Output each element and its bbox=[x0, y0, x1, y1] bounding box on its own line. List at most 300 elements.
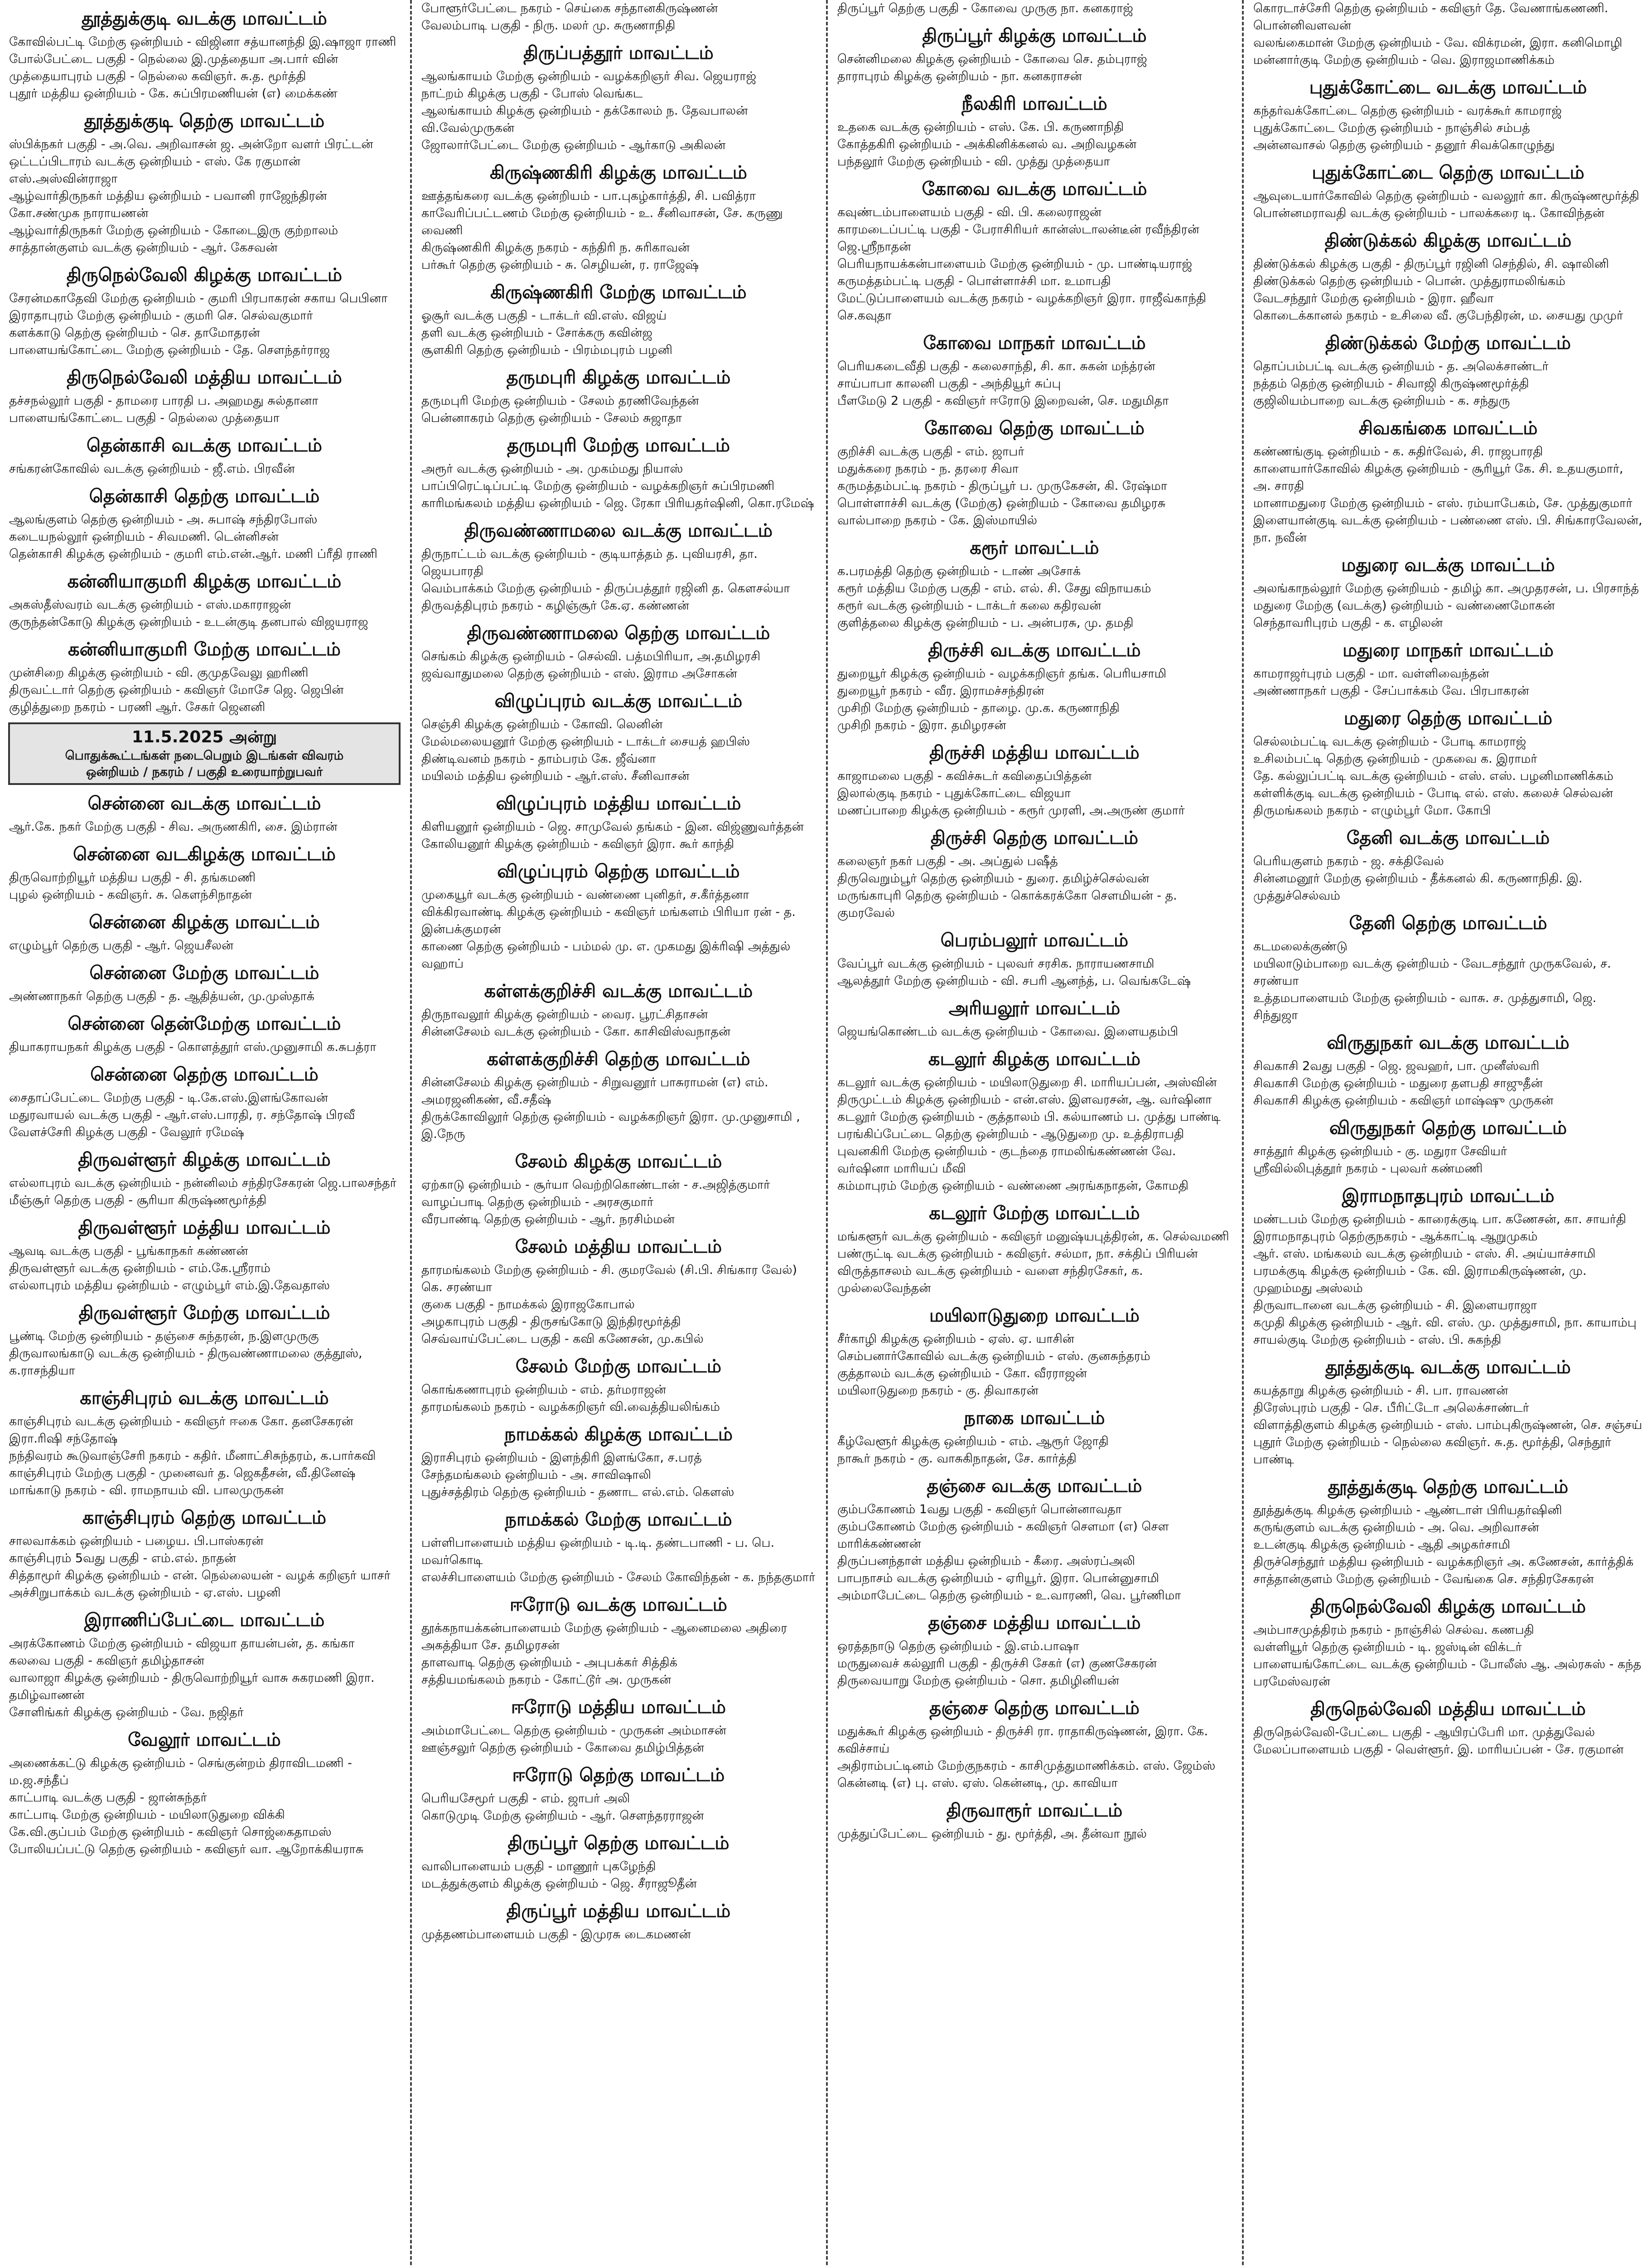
meeting-entry: சைதாப்பேட்டை மேற்கு பகுதி - டி.கே.எஸ்.இளங்கோவன் bbox=[9, 1091, 328, 1105]
meeting-entry: மருங்காபுரி தெற்கு ஒன்றியம் - கொக்கரக்கோ சௌமியன் - த. குமரவேல் bbox=[837, 889, 1177, 920]
meeting-entry: மேல்மலையனூர் மேற்கு ஒன்றியம் - டாக்டர் சையத் ஹபிஸ் bbox=[421, 735, 750, 749]
meeting-entry: சேரன்மகாதேவி மேற்கு ஒன்றியம் - குமரி பிரபாகரன் சகாய பெபினா bbox=[9, 291, 388, 305]
meeting-entry: கொங்கணாபுரம் ஒன்றியம் - எம். தர்மராஜன் bbox=[421, 1383, 667, 1397]
district-section bbox=[420, 161, 816, 274]
meeting-entry: திண்டுக்கல் கிழக்கு பகுதி - திருப்பூர் ரஜினி செந்தில், சி. ஷாலினி bbox=[1253, 257, 1609, 271]
district-section bbox=[8, 1729, 401, 1858]
district-section bbox=[420, 281, 816, 359]
district-heading: தஞ்சை வடக்கு மாவட்டம் bbox=[927, 1476, 1142, 1496]
district-section bbox=[420, 1150, 816, 1228]
meeting-entry: செல்லம்பட்டி வடக்கு ஒன்றியம் - போடி காமராஜ் bbox=[1253, 735, 1526, 749]
meeting-entry: திருவொற்றியூர் மத்திய பகுதி - சி. தங்கமணி bbox=[9, 871, 256, 885]
district-heading: கள்ளக்குறிச்சி தெற்கு மாவட்டம் bbox=[487, 1049, 750, 1070]
district-section bbox=[1252, 76, 1644, 154]
meeting-entry: தியாகராயநகர் கிழக்கு பகுதி - கொளத்தூர் எஸ்.முனுசாமி க.சுபத்ரா bbox=[9, 1040, 377, 1054]
district-section bbox=[420, 519, 816, 615]
district-section bbox=[8, 1148, 401, 1209]
meeting-entry: அணைக்கட்டு கிழக்கு ஒன்றியம் - செங்குன்றம் திராவிடமணி - ம.ஜ.சந்தீப் bbox=[9, 1756, 352, 1787]
district-section bbox=[420, 1423, 816, 1501]
district-heading: தூத்துக்குடி வடக்கு மாவட்டம் bbox=[1325, 1357, 1571, 1378]
meeting-entry: ஓசூர் வடக்கு பகுதி - டாக்டர் வி.எஸ். விஜய் bbox=[421, 309, 667, 323]
meeting-entry: குருந்தன்கோடு கிழக்கு ஒன்றியம் - உடன்குடி தனபால் விஜயராஜ bbox=[9, 615, 368, 629]
meeting-entry: சத்தியமங்கலம் நகரம் - கோட்டூர் அ. முருகன் bbox=[421, 1673, 671, 1687]
district-section bbox=[1252, 912, 1644, 1024]
box-subtitle: ஒன்றியம் / நகரம் / பகுதி உரையாற்றுபவர் bbox=[86, 765, 323, 779]
district-section bbox=[420, 1048, 816, 1143]
district-heading: திண்டுக்கல் கிழக்கு மாவட்டம் bbox=[1324, 230, 1572, 251]
district-section bbox=[1252, 0, 1644, 69]
district-section bbox=[836, 1304, 1232, 1399]
meeting-entry: முத்துப்பேட்டை ஒன்றியம் - து. மூர்த்தி, அ. தீன்வா நூல் bbox=[837, 1827, 1147, 1841]
meeting-entry: கடலூர் வடக்கு ஒன்றியம் - மயிலாடுதுறை சி. மாரியப்பன், அஸ்வின் bbox=[837, 1075, 1217, 1089]
meeting-entry: அம்பாசமுத்திரம் நகரம் - நாஞ்சில் செல்வ. கணபதி bbox=[1253, 1623, 1534, 1637]
district-heading: திருவாரூர் மாவட்டம் bbox=[946, 1800, 1123, 1821]
district-heading: திருப்பூர் கிழக்கு மாவட்டம் bbox=[922, 25, 1147, 46]
district-heading: தருமபுரி கிழக்கு மாவட்டம் bbox=[506, 367, 731, 388]
district-section bbox=[836, 537, 1232, 632]
meeting-entry: ஊஞ்சலுர் தெற்கு ஒன்றியம் - கோவை தமிழ்பித்தன் bbox=[421, 1741, 705, 1755]
district-heading: கோவை மாநகர் மாவட்டம் bbox=[923, 333, 1146, 353]
meeting-entry: ஆர்.கே. நகர் மேற்கு பகுதி - சிவ. அருணகிரி, சை. இம்ரான் bbox=[9, 820, 338, 834]
district-section bbox=[836, 178, 1232, 324]
meeting-entry: கரூர் வடக்கு ஒன்றியம் - டாக்டர் கலை கதிரவன் bbox=[837, 599, 1101, 613]
meeting-entry: உத்தமபாளையம் மேற்கு ஒன்றியம் - வாசு. ச. முத்துசாமி, ஜெ. சிந்துஜா bbox=[1253, 991, 1597, 1022]
district-heading: திருப்பூர் தெற்கு மாவட்டம் bbox=[507, 1833, 729, 1854]
meeting-entry: மானாமதுரை மேற்கு ஒன்றியம் - எஸ். ரம்யாபேகம், சே. முத்துகுமார் bbox=[1253, 496, 1633, 510]
district-section bbox=[420, 1355, 816, 1416]
meeting-entry: பாபநாசம் வடக்கு ஒன்றியம் - ஏரியூர். இரா. பொன்னுசாமி bbox=[837, 1571, 1159, 1585]
district-section bbox=[8, 1387, 401, 1499]
meeting-entry: தருமபுரி மேற்கு ஒன்றியம் - சேலம் தரணிவேந்தன் bbox=[421, 394, 699, 408]
district-heading: கிருஷ்ணகிரி மேற்கு மாவட்டம் bbox=[490, 282, 747, 303]
district-heading: திருவண்ணாமலை வடக்கு மாவட்டம் bbox=[464, 520, 773, 541]
district-section bbox=[1252, 1595, 1644, 1690]
meeting-entry: திருநெல்வேலி-பேட்டை பகுதி - ஆயிரப்பேரி மா. முத்துவேல் bbox=[1253, 1725, 1595, 1739]
meeting-entry: பண்ருட்டி வடக்கு ஒன்றியம் - கவிஞர். சல்மா, நா. சக்திப் பிரியன் bbox=[837, 1247, 1198, 1261]
meeting-entry: உசிலம்பட்டி தெற்கு ஒன்றியம் - முகவை க. இராமர் bbox=[1253, 752, 1537, 766]
meeting-entry: காஞ்சிபுரம் மேற்கு பகுதி - முனைவர் த. ஜெகதீசன், வீ.தினேஷ் bbox=[9, 1466, 356, 1480]
district-section bbox=[8, 264, 401, 359]
meeting-entry: அரூர் வடக்கு ஒன்றியம் - அ. முகம்மது நியாஸ் bbox=[421, 462, 683, 476]
meeting-entry: கும்பகோணம் மேற்கு ஒன்றியம் - கவிஞர் சௌமா (எ) சௌ மாரிக்கண்ணன் bbox=[837, 1520, 1169, 1551]
meeting-entry: களக்காடு தெற்கு ஒன்றியம் - செ. தாமோதரன் bbox=[9, 326, 260, 340]
column-divider bbox=[1242, 0, 1244, 2266]
meeting-entry: அலங்காநல்லூர் மேற்கு ஒன்றியம் - தமிழ் கா. அமுதரசன், ப. பிரசாந்த் bbox=[1253, 581, 1639, 596]
district-section bbox=[420, 1235, 816, 1348]
meeting-entry: வாலிபாளையம் பகுதி - மாணூர் புகழேந்தி bbox=[421, 1859, 656, 1874]
district-section bbox=[836, 92, 1232, 170]
district-section bbox=[420, 434, 816, 512]
meeting-entry: காஞ்சிபுரம் வடக்கு ஒன்றியம் - கவிஞர் ஈகை கோ. தனசேகரன் இரா.ரிஷி சந்தோஷ் bbox=[9, 1414, 353, 1446]
district-heading: தூத்துக்குடி தெற்கு மாவட்டம் bbox=[1328, 1477, 1569, 1497]
meeting-entry: சங்கரன்கோவில் வடக்கு ஒன்றியம் - ஜீ.எம். பிரவீன் bbox=[9, 462, 295, 476]
district-section bbox=[1252, 554, 1644, 632]
meeting-entry: செங்கம் கிழக்கு ஒன்றியம் - செல்வி. பத்மபிரியா, அ.தமிழரசி bbox=[421, 649, 761, 663]
meeting-entry: சாய்பாபா காலனி பகுதி - அந்தியூர் சுப்பு bbox=[837, 377, 1061, 391]
meeting-entry: ஸ்ரீவில்லிபுத்தூர் நகரம் - புலவர் கண்மணி bbox=[1253, 1162, 1483, 1176]
meeting-entry: பாப்பிரெட்டிப்பட்டி மேற்கு ஒன்றியம் - வழக்கறிஞர் சுப்பிரமணி bbox=[421, 479, 775, 493]
meeting-entry: வெம்பாக்கம் மேற்கு ஒன்றியம் - திருப்பத்தூர் ரஜினி த. கெளசல்யா bbox=[421, 581, 790, 596]
meeting-entry: மயிலம் மத்திய ஒன்றியம் - ஆர்.எஸ். சீனிவாசன் bbox=[421, 769, 690, 783]
meeting-entry: அழகாபுரம் பகுதி - திருசங்கோடு இந்திரமூர்த்தி bbox=[421, 1315, 681, 1329]
meeting-entry: குறிச்சி வடக்கு பகுதி - எம். ஜாபர் bbox=[837, 445, 1024, 459]
meeting-entry: காரிமங்கலம் மத்திய ஒன்றியம் - ஜெ. ரேகா பிரியதர்ஷினி, கொ.ரமேஷ் bbox=[421, 496, 814, 510]
district-section bbox=[836, 929, 1232, 990]
district-section bbox=[1252, 161, 1644, 222]
meeting-entry: பொன்னிவளவன் bbox=[1253, 19, 1351, 33]
district-section bbox=[420, 860, 816, 973]
district-section bbox=[420, 690, 816, 785]
meeting-entry: நந்திவரம் கூடுவாஞ்சேரி நகரம் - கதிர். மீனாட்சிசுந்தரம், க.பார்கவி bbox=[9, 1449, 376, 1463]
meeting-entry: சிவகாசி மேற்கு ஒன்றியம் - மதுரை தளபதி சாஜுதீன் bbox=[1253, 1076, 1543, 1090]
meeting-entry: திருமங்கலம் நகரம் - எழும்பூர் மோ. கோபி bbox=[1253, 804, 1491, 818]
district-heading: தஞ்சை மத்திய மாவட்டம் bbox=[928, 1612, 1141, 1633]
meeting-entry: முத்தணம்பாளையம் பகுதி - இமுரசு டைகமணன் bbox=[421, 1927, 691, 1942]
meeting-entry: ஒரத்தநாடு தெற்கு ஒன்றியம் - இ.எம்.பாஷா bbox=[837, 1639, 1079, 1653]
meeting-entry: திருநாட்டம் வடக்கு ஒன்றியம் - குடியாத்தம் த. புவியரசி, தா. ஜெயபாரதி bbox=[421, 547, 758, 578]
district-heading: தூத்துக்குடி தெற்கு மாவட்டம் bbox=[84, 111, 325, 131]
district-heading: பெரம்பலூர் மாவட்டம் bbox=[940, 930, 1129, 951]
district-section bbox=[836, 417, 1232, 529]
district-heading: கன்னியாகுமரி கிழக்கு மாவட்டம் bbox=[67, 571, 342, 592]
district-section bbox=[8, 843, 401, 904]
meeting-entry: சோளிங்கர் கிழக்கு ஒன்றியம் - வே. நஜிதர் bbox=[9, 1705, 244, 1719]
district-section bbox=[1252, 1031, 1644, 1109]
meeting-entry: அதிராம்பட்டினம் மேற்குநகரம் - காசிமுத்துமாணிக்கம். எஸ். ஜேம்ஸ் கென்னடி (எ) பு. எஸ். ஏஸ். கென்னடி, மு. காவியா bbox=[837, 1759, 1216, 1790]
meeting-entry: ஜோலார்பேட்டை மேற்கு ஒன்றியம் - ஆர்காடு அகிலன் bbox=[421, 138, 726, 152]
meeting-entry: திருவையாறு மேற்கு ஒன்றியம் - சொ. தமிழினியன் bbox=[837, 1674, 1120, 1688]
meeting-entry: மருதுவைச் கல்லூரி பகுதி - திருச்சி சேகர் (எ) குணசேகரன் bbox=[837, 1656, 1157, 1670]
meeting-entry: கரூர் மத்திய மேற்கு பகுதி - எம். எல். சி. சேது விநாயகம் bbox=[837, 581, 1151, 596]
district-heading: திண்டுக்கல் மேற்கு மாவட்டம் bbox=[1325, 333, 1571, 353]
district-heading: தேனி வடக்கு மாவட்டம் bbox=[1346, 828, 1550, 848]
meeting-entry: சாயல்குடி மேற்கு ஒன்றியம் - எஸ். பி. சுகந்தி bbox=[1253, 1333, 1502, 1347]
meeting-entry: திரேஸ்புரம் பகுதி - செ. பீரிட்டோ அலெக்சாண்டர் bbox=[1253, 1401, 1529, 1415]
meeting-entry: காளையார்கோவில் கிழக்கு ஒன்றியம் - சூரியூர் கே. சி. உதயகுமார், அ. சாரதி bbox=[1253, 462, 1623, 493]
meeting-entry: மதுரவாயல் வடக்கு பகுதி - ஆர்.எஸ்.பாரதி, ர. சந்தோஷ் பிரவீ bbox=[9, 1108, 355, 1122]
district-heading: திருச்சி தெற்கு மாவட்டம் bbox=[930, 828, 1139, 848]
meeting-entry: சித்தாமூர் கிழக்கு ஒன்றியம் - என். நெல்லையன் - வழக் கறிஞர் யாசர் bbox=[9, 1569, 391, 1583]
district-section bbox=[836, 827, 1232, 922]
meeting-entry: திருப்பனந்தாள் மத்திய ஒன்றியம் - கீரை. அஸ்ரப்அலி bbox=[837, 1554, 1135, 1568]
district-section bbox=[8, 485, 401, 563]
meeting-entry: கம்மாபுரம் மேற்கு ஒன்றியம் - வண்ணை அரங்கநாதன், கோமதி bbox=[837, 1179, 1189, 1193]
district-heading: திருவள்ளூர் மத்திய மாவட்டம் bbox=[78, 1217, 331, 1238]
district-heading: விழுப்புரம் வடக்கு மாவட்டம் bbox=[494, 691, 743, 712]
district-section bbox=[1252, 1185, 1644, 1349]
meeting-entry: கருங்குளம் வடக்கு ஒன்றியம் - அ. வெ. அறிவாசன் bbox=[1253, 1520, 1539, 1535]
district-section bbox=[8, 1063, 401, 1141]
meeting-entry: வீரபாண்டி தெற்கு ஒன்றியம் - ஆர். நரசிம்மன் bbox=[421, 1212, 675, 1226]
district-heading: சேலம் மேற்கு மாவட்டம் bbox=[515, 1356, 722, 1377]
meeting-entry: கவுண்டம்பாளையம் பகுதி - வி. பி. கலைராஜன் bbox=[837, 205, 1101, 219]
meeting-entry: செந்தாவரிபுரம் பகுதி - க. எழிலன் bbox=[1253, 616, 1443, 630]
meeting-entry: மண்டபம் மேற்கு ஒன்றியம் - காரைக்குடி பா. கணேசன், கா. சாயர்தி bbox=[1253, 1212, 1626, 1226]
meeting-entry: புவனகிரி மேற்கு ஒன்றியம் - குடந்தை ராமலிங்கண்ணன் வே. வர்ஷினா மாரியப் மீவி bbox=[837, 1144, 1176, 1176]
meeting-entry: சாலவாக்கம் ஒன்றியம் - பழைய. பி.பாஸ்கரன் bbox=[9, 1534, 264, 1548]
district-heading: சென்னை வடகிழக்கு மாவட்டம் bbox=[73, 844, 336, 865]
meeting-entry: செவ்வாய்பேட்டை பகுதி - கவி கணேசன், மு.கபில் bbox=[421, 1332, 704, 1346]
district-section bbox=[8, 570, 401, 631]
district-heading: விழுப்புரம் தெற்கு மாவட்டம் bbox=[497, 861, 740, 882]
meeting-entry: சின்னசேலம் கிழக்கு ஒன்றியம் - சிறுவனூர் பாசுராமன் (எ) எம். அமரஜனிகண், வீ.சதீஷ் bbox=[421, 1075, 768, 1107]
meeting-entry: சென்னிமலை கிழக்கு ஒன்றியம் - கோவை செ. தம்புராஜ் bbox=[837, 52, 1147, 66]
district-heading: நாகை மாவட்டம் bbox=[964, 1408, 1105, 1428]
meeting-entry: வாழப்பாடி தெற்கு ஒன்றியம் - அரசகுமார் bbox=[421, 1195, 653, 1209]
meeting-entry: திருவெறும்பூர் தெற்கு ஒன்றியம் - துரை. தமிழ்ச்செல்வன் bbox=[837, 872, 1150, 886]
district-section bbox=[8, 110, 401, 257]
meeting-entry: திருப்பூர் தெற்கு பகுதி - கோவை முருகு நா. கனகராஜ் bbox=[837, 1, 1133, 15]
district-section bbox=[420, 366, 816, 427]
meeting-entry: தளி வடக்கு ஒன்றியம் - சோக்கரு கவின்ஜ bbox=[421, 326, 652, 340]
meeting-entry: ஜவ்வாதுமலை தெற்கு ஒன்றியம் - எஸ். இராம அசோகன் bbox=[421, 667, 737, 681]
district-section bbox=[836, 741, 1232, 819]
district-heading: நாமக்கல் மேற்கு மாவட்டம் bbox=[505, 1509, 732, 1530]
meeting-entry: வேலம்பாடி பகுதி - நிரு. மலர் மு. சுருணாநிதி bbox=[421, 19, 676, 33]
district-section bbox=[420, 1508, 816, 1586]
meeting-entry: ஸ்பிக்நகர் பகுதி - அ.வெ. அறிவாசன் ஜ. அன்றோ வளர் பிரட்டன் bbox=[9, 137, 373, 151]
meeting-entry: திருவாலங்காடு வடக்கு ஒன்றியம் - திருவண்ணாமலை குத்தூஸ், க.ராசந்தியா bbox=[9, 1346, 362, 1378]
meeting-entry: பெரியசேமூர் பகுதி - எம். ஜாபர் அலி bbox=[421, 1791, 630, 1806]
district-section bbox=[1252, 417, 1644, 547]
meeting-entry: தாளவாடி தெற்கு ஒன்றியம் - அபுபக்கர் சித்திக் bbox=[421, 1656, 677, 1670]
meeting-entry: துறையூர் நகரம் - வீர. இராமச்சந்திரன் bbox=[837, 684, 1044, 698]
district-heading: ஈரோடு தெற்கு மாவட்டம் bbox=[512, 1765, 725, 1786]
district-section bbox=[420, 792, 816, 853]
meeting-entry: வால்பாறை நகரம் - கே. இஸ்மாயில் bbox=[837, 513, 1038, 528]
meeting-entry: ஆலங்காயம் கிழக்கு ஒன்றியம் - தக்கோலம் ந. தேவபாலன் வி.வேல்முருகன் bbox=[421, 104, 748, 135]
district-heading: விழுப்புரம் மத்திய மாவட்டம் bbox=[496, 793, 741, 814]
meeting-entry: சின்னசேலம் வடக்கு ஒன்றியம் - கோ. காசிவிஸ்வநாதன் bbox=[421, 1025, 731, 1039]
meeting-entry: பென்னாகரம் தெற்கு ஒன்றியம் - சேலம் சுஜாதா bbox=[421, 411, 682, 425]
meeting-entry: மேலப்பாளையம் பகுதி - வெள்ளூர். இ. மாரியப்பன் - சே. ரகுமான் bbox=[1253, 1743, 1624, 1757]
meeting-entry: கோவில்பட்டி மேற்கு ஒன்றியம் - விஜினா சத்யானந்தி இ.ஷாஜா ராணி bbox=[9, 35, 396, 49]
meeting-entry: போலியப்பட்டு தெற்கு ஒன்றியம் - கவிஞர் வா. ஆறோக்கியராசு bbox=[9, 1842, 364, 1856]
district-heading: கோவை வடக்கு மாவட்டம் bbox=[922, 179, 1147, 199]
district-heading: திருவள்ளூர் கிழக்கு மாவட்டம் bbox=[78, 1149, 331, 1170]
district-heading: திருநெல்வேலி மத்திய மாவட்டம் bbox=[1310, 1699, 1586, 1719]
district-section bbox=[420, 622, 816, 683]
district-section bbox=[836, 1048, 1232, 1195]
meeting-entry: தாரமங்கலம் நகரம் - வழக்கறிஞர் வி.வைத்தியலிங்கம் bbox=[421, 1400, 720, 1414]
meeting-entry: சாத்தூர் கிழக்கு ஒன்றியம் - கு. மதுரா சேவியர் bbox=[1253, 1144, 1507, 1158]
meeting-entry: இலால்குடி நகரம் - புதுக்கோட்டை விஜயா bbox=[837, 786, 1071, 800]
meeting-entry: புதுக்கோட்டை மேற்கு ஒன்றியம் - நாஞ்சில் சம்பத் bbox=[1253, 121, 1530, 135]
meeting-entry: கும்பகோணம் 1வது பகுதி - கவிஞர் பொன்னாவதா bbox=[837, 1502, 1122, 1516]
district-section bbox=[8, 962, 401, 1005]
meeting-entry: புதூர் மத்திய ஒன்றியம் - கே. சுப்பிரமணியன் (எ) மைக்கண் bbox=[9, 87, 338, 101]
district-heading: புதுக்கோட்டை வடக்கு மாவட்டம் bbox=[1309, 77, 1587, 98]
district-heading: மதுரை வடக்கு மாவட்டம் bbox=[1341, 555, 1555, 576]
meeting-entry: அண்ணாநகர் தெற்கு பகுதி - த. ஆதித்யன், மு.முஸ்தாக் bbox=[9, 989, 315, 1003]
district-heading: விருதுநகர் தெற்கு மாவட்டம் bbox=[1329, 1118, 1567, 1138]
meeting-entry: உதகை வடக்கு ஒன்றியம் - எஸ். கே. பி. கருணாநிதி bbox=[837, 120, 1124, 134]
meeting-entry: கலைஞர் நகர் பகுதி - அ. அப்துல் பஷீத் bbox=[837, 854, 1058, 868]
meeting-entry: குஜிலியம்பாறை வடக்கு ஒன்றியம் - க. சந்துரு bbox=[1253, 394, 1510, 408]
district-heading: இராமநாதபுரம் மாவட்டம் bbox=[1342, 1186, 1555, 1206]
district-section bbox=[1252, 1476, 1644, 1588]
district-heading: சென்னை தென்மேற்கு மாவட்டம் bbox=[68, 1013, 341, 1034]
district-heading: காஞ்சிபுரம் வடக்கு மாவட்டம் bbox=[80, 1388, 329, 1409]
district-section bbox=[836, 1202, 1232, 1297]
meeting-entry: திண்டுக்கல் தெற்கு ஒன்றியம் - பொன். முத்துராமலிங்கம் bbox=[1253, 274, 1565, 288]
meeting-entry: புதுச்சத்திரம் தெற்கு ஒன்றியம் - தணாட எல்.எம். கெளஸ் bbox=[421, 1485, 734, 1499]
meeting-entry: மயிலாடும்பாறை வடக்கு ஒன்றியம் - வேடசந்தூர் முருகவேல், ச. சரண்யா bbox=[1253, 957, 1611, 988]
district-section bbox=[836, 24, 1232, 85]
meeting-entry: காவேரிப்பட்டணம் மேற்கு ஒன்றியம் - உ. சீனிவாசன், சே. கருணு வைணி bbox=[421, 206, 783, 237]
district-heading: சென்னை வடக்கு மாவட்டம் bbox=[87, 793, 321, 814]
meeting-entry: பொள்ளாச்சி வடக்கு (மேற்கு) ஒன்றியம் - கோவை தமிழரசு bbox=[837, 496, 1166, 510]
date-info-box bbox=[8, 722, 401, 785]
district-heading: தருமபுரி மேற்கு மாவட்டம் bbox=[507, 435, 730, 456]
meeting-entry: எல்லாபுரம் வடக்கு ஒன்றியம் - நன்னிலம் சந்திரசேகரன் ஜெ.பாலசந்தர் bbox=[9, 1176, 396, 1190]
district-section bbox=[8, 911, 401, 954]
meeting-entry: சின்னமனூர் மேற்கு ஒன்றியம் - தீக்கனல் கி. கருணாநிதி. இ. முத்துச்செல்வம் bbox=[1253, 872, 1583, 903]
district-heading: திருப்பத்தூர் மாவட்டம் bbox=[523, 43, 714, 63]
district-heading: மதுரை தெற்கு மாவட்டம் bbox=[1343, 708, 1553, 729]
meeting-entry: கயத்தாறு கிழக்கு ஒன்றியம் - சி. பா. ராவணன் bbox=[1253, 1384, 1508, 1398]
district-heading: திருச்சி வடக்கு மாவட்டம் bbox=[928, 640, 1141, 661]
district-heading: தென்காசி வடக்கு மாவட்டம் bbox=[87, 435, 322, 456]
meeting-entry: அகஸ்தீஸ்வரம் வடக்கு ஒன்றியம் - எஸ்.மகாராஜன் bbox=[9, 598, 291, 612]
meeting-entry: முசிறி நகரம் - இரா. தமிழரசன் bbox=[837, 718, 1006, 732]
box-title: பொதுக்கூட்டங்கள் நடைபெறும் இடங்கள் விவரம் bbox=[65, 749, 344, 763]
district-section bbox=[420, 1764, 816, 1825]
meeting-entry: ஆர். எஸ். மங்கலம் வடக்கு ஒன்றியம் - எஸ். சி. அய்யாச்சாமி bbox=[1253, 1247, 1596, 1261]
district-section bbox=[1252, 332, 1644, 410]
district-heading: சென்னை தெற்கு மாவட்டம் bbox=[90, 1064, 319, 1085]
district-heading: விருதுநகர் வடக்கு மாவட்டம் bbox=[1327, 1032, 1570, 1053]
meeting-entry: க.பரமத்தி தெற்கு ஒன்றியம் - டாண் அசோக் bbox=[837, 564, 1081, 578]
meeting-entry: முகையூர் வடக்கு ஒன்றியம் - வண்ணை புனிதர், ச.கீர்த்தனா bbox=[421, 888, 749, 902]
district-section bbox=[420, 980, 816, 1041]
meeting-entry: கீழ்வேளூர் கிழக்கு ஒன்றியம் - எம். ஆரூர் ஜோதி bbox=[837, 1434, 1109, 1448]
district-section bbox=[8, 1216, 401, 1294]
meeting-entry: சீர்காழி கிழக்கு ஒன்றியம் - ஏஸ். ஏ. யாசின் bbox=[837, 1332, 1074, 1346]
district-heading: தூத்துக்குடி வடக்கு மாவட்டம் bbox=[82, 8, 327, 29]
district-heading: இராணிப்பேட்டை மாவட்டம் bbox=[84, 1610, 325, 1631]
meeting-entry: அன்னவாசல் தெற்கு ஒன்றியம் - தனூர் சிவக்கொழுந்து bbox=[1253, 138, 1555, 152]
meeting-entry: அச்சிறுபாக்கம் வடக்கு ஒன்றியம் - ஏ.எஸ். பழனி bbox=[9, 1586, 281, 1600]
district-heading: தஞ்சை தெற்கு மாவட்டம் bbox=[929, 1698, 1140, 1719]
district-section bbox=[1252, 639, 1644, 700]
meeting-entry: கடலூர் மேற்கு ஒன்றியம் - குத்தாலம் பி. கல்யாணம் ப. முத்து பாண்டி bbox=[837, 1110, 1221, 1124]
meeting-entry: மணப்பாறை கிழக்கு ஒன்றியம் - கரூர் முரளி, அ.அருண் குமார் bbox=[837, 804, 1185, 818]
meeting-entry: திருவத்திபுரம் நகரம் - கழிஞ்சூர் கே.ஏ. கண்ணன் bbox=[421, 599, 689, 613]
meeting-entry: மதுரை மேற்கு (வடக்கு) ஒன்றியம் - வண்ணைமோகன் bbox=[1253, 599, 1555, 613]
meeting-entry: பரமக்குடி கிழக்கு ஒன்றியம் - கே. வி. இராமகிருஷ்ணன், மு. முஹம்மது அஸ்லம் bbox=[1253, 1264, 1587, 1295]
meeting-entry: கிளியனூர் ஒன்றியம் - ஜெ. சாமுவேல் தங்கம் - இன. விஜ்ணுவர்த்தன் bbox=[421, 820, 804, 834]
district-heading: திருநெல்வேலி மத்திய மாவட்டம் bbox=[67, 367, 342, 388]
meeting-entry: காட்பாடி வடக்கு பகுதி - ஜான்சுந்தர் bbox=[9, 1791, 207, 1805]
column-divider bbox=[410, 0, 412, 2266]
meeting-entry: மடத்துக்குளம் கிழக்கு ஒன்றியம் - ஜெ. சீராஜூதீன் bbox=[421, 1877, 697, 1891]
meeting-entry: திருச்செந்தூர் மத்திய ஒன்றியம் - வழக்கறிஞர் அ. கணேசன், கார்த்திக் bbox=[1253, 1555, 1634, 1569]
column-1 bbox=[0, 0, 409, 2266]
meeting-entry: கே.வி.குப்பம் மேற்கு ஒன்றியம் - கவிஞர் சொஜ்கைதாமஸ் bbox=[9, 1825, 332, 1839]
meeting-entry: காமராஜர்புரம் பகுதி - மா. வள்ளிவைந்தன் bbox=[1253, 667, 1489, 681]
district-section bbox=[8, 434, 401, 478]
meeting-entry: இராசிபுரம் ஒன்றியம் - இளந்திரி இளங்கோ, ச.பரத் bbox=[421, 1451, 702, 1465]
meeting-entry: மாங்காடு நகரம் - வி. ராமநாயம் வி. பாலமுருகன் bbox=[9, 1483, 284, 1497]
district-heading: கிருஷ்ணகிரி கிழக்கு மாவட்டம் bbox=[489, 162, 747, 183]
meeting-entry: திருக்கோவிலூர் தெற்கு ஒன்றியம் - வழக்கறிஞர் இரா. மு.முனுசாமி , இ.நேரு bbox=[421, 1110, 800, 1141]
district-heading: ஈரோடு மத்திய மாவட்டம் bbox=[511, 1697, 726, 1718]
meeting-entry: கந்தர்வக்கோட்டை தெற்கு ஒன்றியம் - வரக்கூர் காமராஜ் bbox=[1253, 104, 1562, 118]
column-2 bbox=[412, 0, 825, 2266]
meeting-entry: ஆலத்தூர் மேற்கு ஒன்றியம் - வி. சபரி ஆனந்த், ப. வெங்கடேஷ் bbox=[837, 974, 1191, 988]
district-heading: தேனி தெற்கு மாவட்டம் bbox=[1349, 913, 1547, 934]
meeting-entry: நத்தம் தெற்கு ஒன்றியம் - சிவாஜி கிருஷ்ணமூர்த்தி bbox=[1253, 377, 1529, 391]
district-section bbox=[1252, 1698, 1644, 1758]
district-heading: மதுரை மாநகர் மாவட்டம் bbox=[1343, 640, 1554, 661]
meeting-entry: குத்தாலம் வடக்கு ஒன்றியம் - கோ. வீரராஜன் bbox=[837, 1366, 1087, 1380]
meeting-entry: பாளையங்கோட்டை வடக்கு ஒன்றியம் - போலீஸ் ஆ. அல்ரசுஸ் - கந்த பரமேஸ்வரன் bbox=[1253, 1657, 1642, 1689]
meeting-entry: முத்தையாபுரம் பகுதி - நெல்லை கவிஞர். சு.த. மூர்த்தி bbox=[9, 69, 306, 83]
meeting-entry: குளித்தலை கிழக்கு ஒன்றியம் - ப. அன்பரசு, மு. தமதி bbox=[837, 616, 1134, 630]
meeting-entry: துறையூர் கிழக்கு ஒன்றியம் - வழக்கறிஞர் தங்க. பெரியசாமி bbox=[837, 667, 1167, 681]
district-heading: கோவை தெற்கு மாவட்டம் bbox=[924, 418, 1145, 439]
district-section bbox=[420, 1832, 816, 1893]
meeting-entry: கடையநல்லூர் ஒன்றியம் - சிவமணி. டென்னிசன் bbox=[9, 530, 279, 544]
meeting-entry: நாகூர் நகரம் - கு. வாசுகிநாதன், சே. கார்த்தி bbox=[837, 1452, 1077, 1466]
district-section bbox=[420, 1900, 816, 1943]
meeting-entry: தொப்பம்பட்டி வடக்கு ஒன்றியம் - த. அலெக்சாண்டர் bbox=[1253, 359, 1549, 373]
meeting-entry: புதூர் மேற்கு ஒன்றியம் - நெல்லை கவிஞர். சு.த. மூர்த்தி, செந்தூர் பாண்டி bbox=[1253, 1435, 1611, 1467]
meeting-entry: கோலியனூர் கிழக்கு ஒன்றியம் - கவிஞர் இரா. கூர் காந்தி bbox=[421, 837, 734, 851]
meeting-entry: காட்பாடி மேற்கு ஒன்றியம் - மயிலாடுதுறை விக்கி bbox=[9, 1808, 285, 1822]
district-section bbox=[836, 1612, 1232, 1690]
meeting-entry: புழல் ஒன்றியம் - கவிஞர். சு. கௌந்சிநாதன் bbox=[9, 888, 252, 902]
meeting-entry: பெரியநாயக்கன்பாளையம் மேற்கு ஒன்றியம் - மு. பாண்டியராஜ் bbox=[837, 257, 1192, 271]
meeting-entry: சாத்தான்குளம் மேற்கு ஒன்றியம் - வேங்கை செ. சந்திரசேகரன் bbox=[1253, 1572, 1594, 1586]
meeting-entry: கமுதி கிழக்கு ஒன்றியம் - ஆர். வி. எஸ். மு. முத்துசாமி, நா. காயாம்பு bbox=[1253, 1316, 1637, 1330]
meeting-entry: தூத்துக்குடி கிழக்கு ஒன்றியம் - ஆண்டாள் பிரியதர்ஷினி bbox=[1253, 1503, 1562, 1517]
district-section bbox=[420, 1593, 816, 1689]
meeting-entry: மயிலாடுதுறை நகரம் - கு. திவாகரன் bbox=[837, 1384, 1039, 1398]
meeting-entry: தென்காசி கிழக்கு ஒன்றியம் - குமரி எம்.என்.ஆர். மணி ப்ரீதி ராணி bbox=[9, 547, 377, 561]
meeting-entry: பெரியகடைவீதி பகுதி - கலைசாந்தி, சி. கா. சுகன் மந்த்ரன் bbox=[837, 359, 1155, 373]
meeting-entry: காஞ்சிபுரம் 5வது பகுதி - எம்.எல். நாதன் bbox=[9, 1551, 237, 1565]
district-heading: மயிலாடுதுறை மாவட்டம் bbox=[929, 1305, 1140, 1326]
meeting-entry: விருத்தாசலம் வடக்கு ஒன்றியம் - வளை சந்திரசேகர், க. முல்லைவேந்தன் bbox=[837, 1264, 1143, 1295]
meeting-entry: இராதாபுரம் மேற்கு ஒன்றியம் - குமரி செ. செல்வகுமார் bbox=[9, 309, 313, 323]
meeting-entry: விக்கிரவாண்டி கிழக்கு ஒன்றியம் - கவிஞர் மங்களம் பிரியா ரன் - த. இன்பக்குமரன் bbox=[421, 905, 796, 936]
district-section bbox=[836, 332, 1232, 410]
meeting-entry: உடன்குடி கிழக்கு ஒன்றியம் - ஆதி அழகர்சாமி bbox=[1253, 1538, 1511, 1552]
meeting-entry: திண்டிவனம் நகரம் - தாம்பரம் கே. ஜீவ்னா bbox=[421, 752, 656, 766]
district-heading: ஈரோடு வடக்கு மாவட்டம் bbox=[510, 1594, 727, 1615]
meeting-entry: அம்மாபேட்டை தெற்கு ஒன்றியம் - உ.வாரணி, வெ. பூர்ணிமா bbox=[837, 1588, 1181, 1603]
meeting-entry: சாத்தான்குளம் வடக்கு ஒன்றியம் - ஆர். கேசவன் bbox=[9, 241, 278, 255]
district-section bbox=[420, 0, 816, 34]
district-section bbox=[8, 792, 401, 836]
district-heading: கடலூர் கிழக்கு மாவட்டம் bbox=[928, 1049, 1141, 1070]
district-heading: நீலகிரி மாவட்டம் bbox=[961, 93, 1107, 114]
meeting-entry: மன்னார்குடி மேற்கு ஒன்றியம் - வெ. இராஜமாணிக்கம் bbox=[1253, 53, 1555, 67]
district-section bbox=[1252, 1117, 1644, 1177]
meeting-entry: மதுக்கரை நகரம் - ந. தரரை சிவா bbox=[837, 462, 1019, 476]
district-heading: கரூர் மாவட்டம் bbox=[970, 537, 1099, 558]
meeting-entry: செம்பனார்கோவில் வடக்கு ஒன்றியம் - எஸ். குனசுந்தரம் bbox=[837, 1349, 1150, 1363]
district-heading: அரியலூர் மாவட்டம் bbox=[948, 998, 1121, 1019]
district-heading: சேலம் மத்திய மாவட்டம் bbox=[515, 1236, 722, 1257]
district-section bbox=[1252, 229, 1644, 324]
meeting-entry: முன்சிறை கிழக்கு ஒன்றியம் - வி. குமுதவேலு ஹரிணி bbox=[9, 666, 309, 680]
meeting-entry: ஆவுடையார்கோவில் தெற்கு ஒன்றியம் - வலலூர் கா. கிருஷ்ணமூர்த்தி bbox=[1253, 189, 1639, 203]
district-heading: காஞ்சிபுரம் தெற்கு மாவட்டம் bbox=[82, 1507, 327, 1528]
meeting-entry: இளையான்குடி வடக்கு ஒன்றியம் - பண்ணை எஸ். பி. சிங்காரவேலன், நா. நவீன் bbox=[1253, 513, 1642, 545]
